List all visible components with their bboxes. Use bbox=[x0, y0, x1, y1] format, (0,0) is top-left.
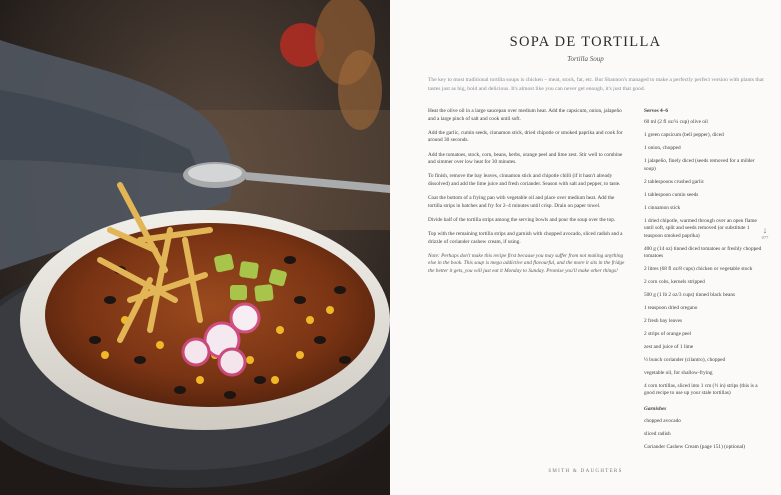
ingredient-item: 1 onion, chopped bbox=[644, 145, 681, 152]
ingredient-item: 1 dried chipotle, warmed through over an open flame until soft, split and seeds removed (or substitute 1 teaspoon smoked paprika) bbox=[644, 217, 757, 239]
page-number-text: 077 bbox=[761, 235, 769, 240]
recipe-subtitle: Tortilla Soup bbox=[567, 55, 604, 63]
garnish-item: sliced radish bbox=[644, 431, 671, 438]
method-step: To finish, remove the bay leaves, cinnamon stick and chipotle chilli (if it hasn't already dissolved) and add the lime juice and fresh coriander. Season with salt and pepper, to taste. bbox=[428, 173, 621, 187]
recipe-note: Note: Perhaps don't make this recipe first because you may suffer from not making anything else in the book. This soup is mega addictive and flavourful, and the more it sits in the fridge the better it gets, you will just eat it Monday to Sunday. Promise you'll make other things! bbox=[428, 252, 625, 275]
ingredient-item: 2 strips of orange peel bbox=[644, 331, 692, 338]
ingredient-item: 1 teaspoon dried oregano bbox=[644, 305, 698, 312]
ingredient-item: zest and juice of 1 lime bbox=[644, 344, 694, 351]
ingredient-item: 500 g (1 lb 2 oz/3 cups) tinned black beans bbox=[644, 292, 736, 299]
method-step: Top with the remaining tortilla strips and garnish with chopped avocado, sliced radish and a drizzle of coriander cashew cream, if using. bbox=[428, 231, 623, 245]
recipe-title: SOPA DE TORTILLA bbox=[509, 34, 662, 50]
ingredient-item: ½ bunch coriander (cilantro), chopped bbox=[644, 357, 726, 364]
ingredient-item: 2 corn cobs, kernels stripped bbox=[644, 279, 705, 286]
method-step: Add the garlic, cumin seeds, cinnamon stick, dried chipotle or smoked paprika and cook for around 30 seconds. bbox=[428, 129, 623, 144]
recipe-intro: The key to most traditional tortilla soups is chicken – meat, stock, fat, etc. But Shannon's managed to make a perfectly perfect version with plants that tastes just as big, bold and delicious. It's almost like you can never get enough, it's just that good. bbox=[428, 77, 764, 92]
method-step: Coat the bottom of a frying pan with vegetable oil and place over medium heat. Add the tortilla strips in batches and fry for 2–4 minutes until crisp. Drain on paper towel. bbox=[428, 195, 615, 209]
book-footer: SMITH & DAUGHTERS bbox=[548, 469, 623, 474]
garnish-item: chopped avocado bbox=[644, 418, 681, 425]
ingredient-item: 60 ml (2 fl oz/¼ cup) olive oil bbox=[644, 119, 708, 126]
garnishes-heading: Garnishes bbox=[644, 405, 667, 412]
serves-label: Serves 4–6 bbox=[644, 108, 668, 114]
ingredient-item: 4 corn tortillas, sliced into 1 cm (½ in) strips (this is a good recipe to use up your stale tortillas) bbox=[644, 383, 758, 397]
ingredient-item: 1 cinnamon stick bbox=[644, 204, 681, 211]
soup-photo bbox=[0, 0, 390, 495]
page-number bbox=[758, 226, 772, 240]
ingredient-item: 2 litres (68 fl oz/8 cups) chicken or vegetable stock bbox=[644, 266, 753, 273]
ingredient-item: 2 fresh bay leaves bbox=[644, 318, 683, 325]
recipe-page bbox=[390, 0, 781, 495]
ingredient-item: 1 green capsicum (bell pepper), diced bbox=[644, 132, 724, 139]
method-column bbox=[428, 108, 627, 282]
method-step: Divide half of the tortilla strips among the serving bowls and pour the soup over the top. bbox=[428, 216, 616, 223]
ingredient-item: 1 jalapeño, finely diced (seeds removed for a milder soup) bbox=[644, 158, 755, 172]
method-step: Heat the olive oil in a large saucepan over medium heat. Add the capsicum, onion, jalapeño and a large pinch of salt and cook until soft. bbox=[428, 108, 622, 122]
ingredient-item: 1 tablespoon cumin seeds bbox=[644, 191, 699, 198]
ingredients-column bbox=[644, 108, 764, 457]
soup-photo-illustration bbox=[0, 0, 390, 495]
ingredient-item: vegetable oil, for shallow-frying bbox=[644, 370, 713, 377]
ingredient-item: 2 tablespoons crushed garlic bbox=[644, 178, 705, 185]
ingredient-item: 400 g (14 oz) tinned diced tomatoes or freshly chopped tomatoes bbox=[644, 245, 762, 260]
down-arrow-icon: ↓ bbox=[762, 225, 768, 235]
garnish-item: Coriander Cashew Cream (page 151) (optional) bbox=[644, 444, 746, 451]
method-step: Add the tomatoes, stock, corn, beans, herbs, orange peel and lime zest. Stir well to combine and simmer over low heat for 30 minutes. bbox=[428, 151, 623, 166]
